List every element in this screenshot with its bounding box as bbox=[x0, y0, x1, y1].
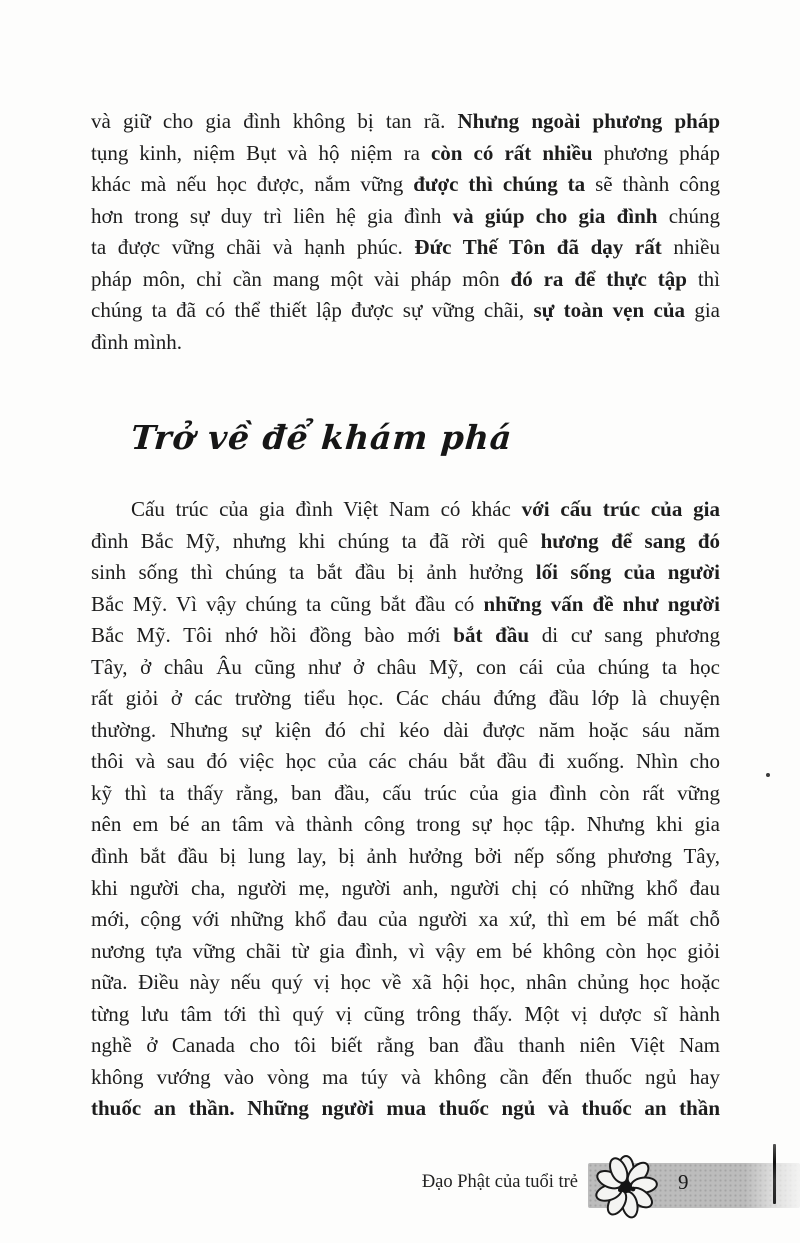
text-line: mới, cộng với những khổ đau của người xa xứ, thì em bé mất chỗ bbox=[91, 907, 720, 932]
text-line: từng lưu tâm tới thì quý vị cũng trông thấy. Một vị dược sĩ hành bbox=[91, 1001, 720, 1026]
text-line: kỹ thì ta thấy rằng, ban đầu, cấu trúc của gia đình còn rất vững bbox=[91, 780, 720, 805]
text-line: tụng kinh, niệm Bụt và hộ niệm ra còn có rất nhiều phương pháp bbox=[91, 140, 721, 165]
paragraph-body bbox=[91, 494, 720, 1125]
text-line: khi người cha, người mẹ, người anh, người chị có những khổ đau bbox=[91, 875, 720, 900]
text-line: hơn trong sự duy trì liên hệ gia đình và giúp cho gia đình chúng bbox=[91, 203, 721, 228]
text-line: ta được vững chãi và hạnh phúc. Đức Thế Tôn đã dạy rất nhiều bbox=[91, 235, 720, 260]
text-line: Bắc Mỹ. Vì vậy chúng ta cũng bắt đầu có những vấn đề như người bbox=[91, 591, 720, 616]
scan-speck bbox=[766, 773, 770, 777]
text-line: đình bắt đầu bị lung lay, bị ảnh hưởng bởi nếp sống phương Tây, bbox=[91, 844, 720, 869]
text-line: nên em bé an tâm và thành công trong sự học tập. Nhưng khi gia bbox=[91, 812, 720, 837]
text-line: không vướng vào vòng ma túy và không cần đến thuốc ngủ hay bbox=[91, 1064, 720, 1089]
lotus-flower-icon bbox=[592, 1155, 660, 1219]
paragraph-continuation bbox=[91, 106, 720, 358]
page-number: 9 bbox=[678, 1170, 689, 1194]
text-line: pháp môn, chỉ cần mang một vài pháp môn đó ra để thực tập thì bbox=[91, 266, 720, 291]
text-line: nữa. Điều này nếu quý vị học về xã hội học, nhân chủng học hoặc bbox=[91, 970, 720, 995]
text-line: sinh sống thì chúng ta bắt đầu bị ảnh hưởng lối sống của người bbox=[91, 560, 720, 585]
text-line: nương tựa vững chãi từ gia đình, vì vậy em bé không còn học giỏi bbox=[91, 938, 720, 963]
running-title: Đạo Phật của tuổi trẻ bbox=[421, 1172, 578, 1192]
text-line: chúng ta đã có thể thiết lập được sự vững chãi, sự toàn vẹn của gia bbox=[91, 298, 720, 323]
text-line: nghề ở Canada cho tôi biết rằng ban đầu thanh niên Việt Nam bbox=[91, 1033, 720, 1058]
text-line: thôi và sau đó việc học của các cháu bắt đầu đi xuống. Nhìn cho bbox=[91, 749, 720, 774]
text-line: và giữ cho gia đình không bị tan rã. Nhưng ngoài phương pháp bbox=[91, 109, 720, 133]
section-heading: Trở về để khám phá bbox=[129, 418, 514, 457]
text-line: đình Bắc Mỹ, nhưng khi chúng ta đã rời quê hương để sang đó bbox=[91, 528, 720, 553]
text-line: đình mình. bbox=[91, 329, 183, 354]
text-line: thường. Nhưng sự kiện đó chỉ kéo dài được năm hoặc sáu năm bbox=[91, 717, 720, 742]
text-line: Bắc Mỹ. Tôi nhớ hồi đồng bào mới bắt đầu di cư sang phương bbox=[91, 623, 720, 648]
text-line: Cấu trúc của gia đình Việt Nam có khác với cấu trúc của gia bbox=[131, 497, 720, 521]
text-line: khác mà nếu học được, nắm vững được thì chúng ta sẽ thành công bbox=[91, 172, 720, 197]
text-line: thuốc an thần. Những người mua thuốc ngủ và thuốc an thần bbox=[91, 1096, 720, 1121]
text-line: Tây, ở châu Âu cũng như ở châu Mỹ, con cái của chúng ta học bbox=[91, 654, 720, 679]
scan-edge-mark bbox=[773, 1144, 776, 1204]
text-line: rất giỏi ở các trường tiểu học. Các cháu đứng đầu lớp là chuyện bbox=[91, 686, 720, 711]
